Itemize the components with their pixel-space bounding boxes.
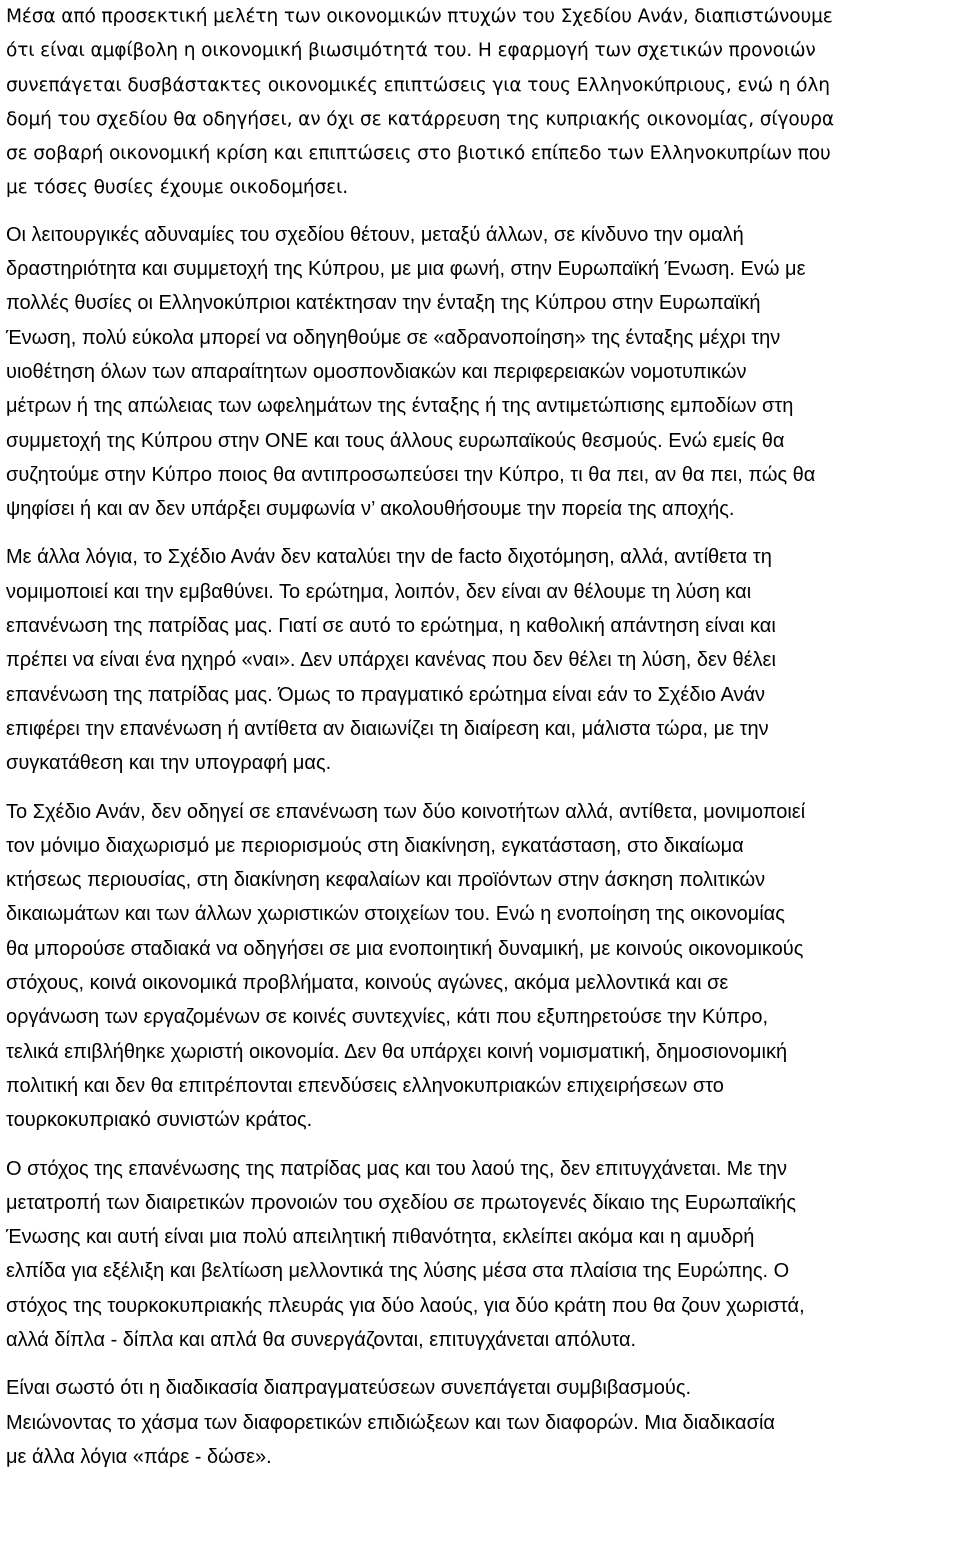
paragraph-4 <box>6 795 954 1138</box>
text-line: αλλά δίπλα - δίπλα και απλά θα συνεργάζονται, επιτυγχάνεται απόλυτα. <box>6 1328 637 1351</box>
text-line: συζητούμε στην Κύπρο ποιος θα αντιπροσωπεύσει την Κύπρο, τι θα πει, αν θα πει, πώς θα <box>6 463 816 486</box>
text-line: Ο στόχος της επανένωσης της πατρίδας μας και του λαού της, δεν επιτυγχάνεται. Με την <box>6 1157 787 1180</box>
text-line: ότι είναι αμφίβολη η οικονομική βιωσιμότητά του. Η εφαρμογή των σχετικών προνοιών <box>6 40 816 62</box>
paragraph-spacer <box>6 206 954 218</box>
text-line: Ένωση, πολύ εύκολα μπορεί να οδηγηθούμε σε «αδρανοποίηση» της ένταξης μέχρι την <box>6 326 781 349</box>
text-line: Είναι σωστό ότι η διαδικασία διαπραγματεύσεων συνεπάγεται συμβιβασμούς. <box>6 1377 692 1400</box>
text-line: τουρκοκυπριακό συνιστών κράτος. <box>6 1109 313 1132</box>
text-line: Μέσα από προσεκτική μελέτη των οικονομικών πτυχών του Σχεδίου Ανάν, διαπιστώνουμε <box>6 6 833 27</box>
text-line: μέτρων ή της απώλειας των ωφελημάτων της ένταξης ή της αντιμετώπισης εμποδίων στη <box>6 395 794 418</box>
text-line: Μειώνοντας το χάσμα των διαφορετικών επιδιώξεων και των διαφορών. Μια διαδικασία <box>6 1411 775 1434</box>
text-line: συμμετοχή της Κύπρου στην ΟΝΕ και τους άλλους ευρωπαϊκούς θεσμούς. Ενώ εμείς θα <box>6 429 785 452</box>
text-line: με άλλα λόγια «πάρε - δώσε». <box>6 1445 272 1468</box>
text-line: Με άλλα λόγια, το Σχέδιο Ανάν δεν καταλύει την de facto διχοτόμηση, αλλά, αντίθετα τη <box>6 546 772 569</box>
paragraph-spacer <box>6 1357 954 1371</box>
text-line: επανένωση της πατρίδας μας. Όμως το πραγματικό ερώτημα είναι εάν το Σχέδιο Ανάν <box>6 683 766 706</box>
text-line: Ένωσης και αυτή είναι μια πολύ απειλητική πιθανότητα, εκλείπει ακόμα και η αμυδρή <box>6 1226 755 1249</box>
text-line: τον μόνιμο διαχωρισμό με περιορισμούς στη διακίνηση, εγκατάσταση, στο δικαίωμα <box>6 834 744 857</box>
paragraph-5 <box>6 1152 954 1358</box>
text-line: με τόσες θυσίες έχουμε οικοδομήσει. <box>6 177 348 199</box>
text-line: στόχος της τουρκοκυπριακής πλευράς για δύο λαούς, για δύο κράτη που θα ζουν χωριστά, <box>6 1294 805 1317</box>
text-line: κτήσεως περιουσίας, στη διακίνηση κεφαλαίων και προϊόντων στην άσκηση πολιτικών <box>6 869 766 892</box>
text-line: ψηφίσει ή και αν δεν υπάρξει συμφωνία ν’ ακολουθήσουμε την πορεία της αποχής. <box>6 498 735 521</box>
text-line: επιφέρει την επανένωση ή αντίθετα αν διαιωνίζει τη διαίρεση και, μάλιστα τώρα, με την <box>6 717 769 740</box>
text-line: νομιμοποιεί και την εμβαθύνει. Το ερώτημα, λοιπόν, δεν είναι αν θέλουμε τη λύση και <box>6 580 752 603</box>
paragraph-spacer <box>6 781 954 795</box>
text-line: πολιτική και δεν θα επιτρέπονται επενδύσεις ελληνοκυπριακών επιχειρήσεων στο <box>6 1074 724 1097</box>
text-line: δομή του σχεδίου θα οδηγήσει, αν όχι σε κατάρρευση της κυπριακής οικονομίας, σίγουρα <box>6 108 834 130</box>
text-line: μετατροπή των διαιρετικών προνοιών του σχεδίου σε πρωτογενές δίκαιο της Ευρωπαϊκής <box>6 1191 796 1214</box>
paragraph-spacer <box>6 526 954 540</box>
text-line: Το Σχέδιο Ανάν, δεν οδηγεί σε επανένωση των δύο κοινοτήτων αλλά, αντίθετα, μονιμοποιεί <box>6 800 806 823</box>
paragraph-3 <box>6 540 954 780</box>
text-line: θα μπορούσε σταδιακά να οδηγήσει σε μια ενοποιητική δυναμική, με κοινούς οικονομικούς <box>6 937 804 960</box>
text-line: ελπίδα για εξέλιξη και βελτίωση μελλοντικά της λύσης μέσα στα πλαίσια της Ευρώπης. Ο <box>6 1260 790 1283</box>
text-line: συνεπάγεται δυσβάστακτες οικονομικές επιπτώσεις για τους Ελληνοκύπριους, ενώ η όλη <box>6 74 830 96</box>
text-line: υιοθέτηση όλων των απαραίτητων ομοσπονδιακών και περιφερειακών νομοτυπικών <box>6 360 747 383</box>
text-line: δραστηριότητα και συμμετοχή της Κύπρου, με μια φωνή, στην Ευρωπαϊκή Ένωση. Ενώ με <box>6 258 806 281</box>
text-line: πρέπει να είναι ένα ηχηρό «ναι». Δεν υπάρχει κανένας που δεν θέλει τη λύση, δεν θέλει <box>6 649 776 672</box>
text-line: σε σοβαρή οικονομική κρίση και επιπτώσεις στο βιοτικό επίπεδο των Ελληνοκυπρίων που <box>6 143 831 165</box>
text-line: δικαιωμάτων και των άλλων χωριστικών στοιχείων του. Ενώ η ενοποίηση της οικονομίας <box>6 903 785 926</box>
paragraph-6 <box>6 1371 954 1474</box>
text-line: οργάνωση των εργαζομένων σε κοινές συντεχνίες, κάτι που εξυπηρετούσε την Κύπρο, <box>6 1006 769 1029</box>
text-line: τελικά επιβλήθηκε χωριστή οικονομία. Δεν θα υπάρχει κοινή νομισματική, δημοσιονομική <box>6 1040 788 1063</box>
text-line: επανένωση της πατρίδας μας. Γιατί σε αυτό το ερώτημα, η καθολική απάντηση είναι και <box>6 615 776 638</box>
text-line: συγκατάθεση και την υπογραφή μας. <box>6 752 332 775</box>
text-line: στόχους, κοινά οικονομικά προβλήματα, κοινούς αγώνες, ακόμα μελλοντικά και σε <box>6 972 729 995</box>
text-line: Οι λειτουργικές αδυναμίες του σχεδίου θέτουν, μεταξύ άλλων, σε κίνδυνο την ομαλή <box>6 223 744 246</box>
paragraph-1 <box>6 0 954 206</box>
paragraph-2 <box>6 218 954 527</box>
text-line: πολλές θυσίες οι Ελληνοκύπριοι κατέκτησαν την ένταξη της Κύπρου στην Ευρωπαϊκή <box>6 292 761 315</box>
paragraph-spacer <box>6 1138 954 1152</box>
